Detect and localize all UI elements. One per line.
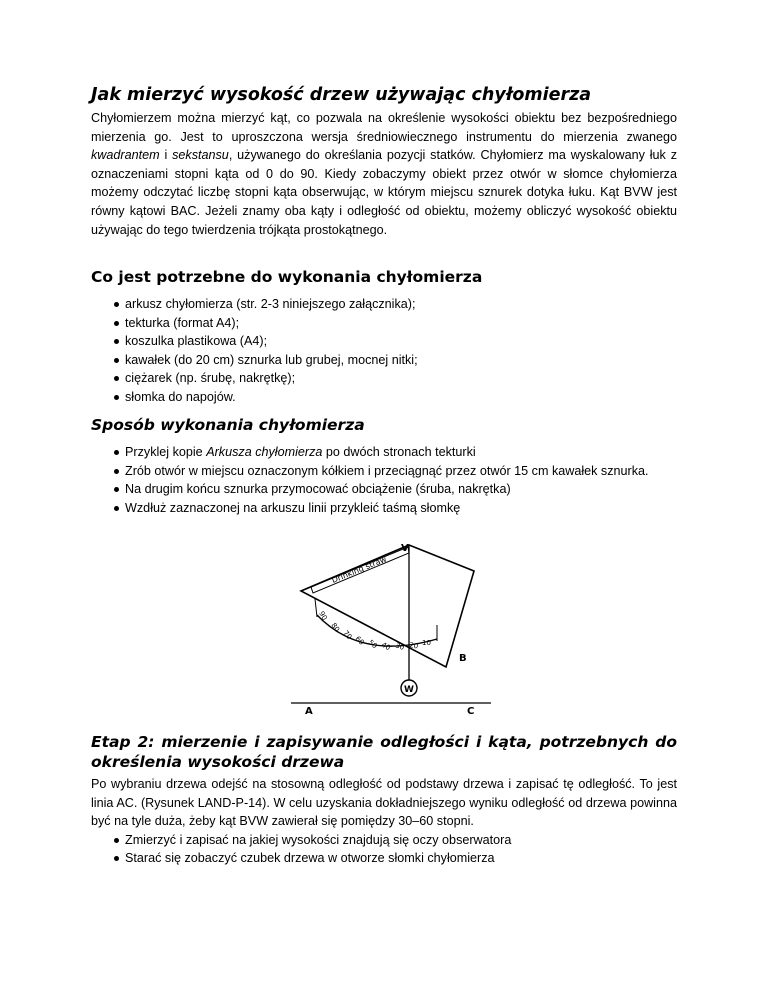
intro-block xyxy=(91,84,677,239)
list-item: tekturka (format A4); xyxy=(91,314,677,333)
section-measurement-heading: Etap 2: mierzenie i zapisywanie odległości i kąta, potrzebnych do określenia wysokości drzewa xyxy=(91,733,677,771)
list-item: Na drugim końcu sznurka przymocować obciążenie (śruba, nakrętka) xyxy=(91,480,677,499)
item-text: Przyklej kopie xyxy=(125,445,207,459)
list-item: ciężarek (np. śrubę, nakrętkę); xyxy=(91,369,677,388)
scale-label: 20 xyxy=(408,641,419,651)
section-construction xyxy=(91,415,677,517)
item-text: po dwóch stronach tekturki xyxy=(322,445,476,459)
measurement-list xyxy=(91,831,677,868)
straw-label: Drinking straw xyxy=(330,554,388,585)
scale-label: 50 xyxy=(366,638,379,651)
scale-label: 60 xyxy=(353,634,366,647)
label-a: A xyxy=(305,706,313,715)
scale-label: 90 xyxy=(317,610,329,622)
materials-list xyxy=(91,295,677,407)
list-item: Starać się zobaczyć czubek drzewa w otworze słomki chyłomierza xyxy=(91,849,677,868)
section-materials-heading: Co jest potrzebne do wykonania chyłomierza xyxy=(91,268,483,286)
label-w: W xyxy=(404,685,414,695)
list-item xyxy=(91,443,677,462)
measurement-paragraph: Po wybraniu drzewa odejść na stosowną odległość od podstawy drzewa i zapisać tę odległość. To jest linia AC. (Rysunek LAND-P-14). W celu uzyskania dokładniejszego wyniku odległość od drzewa powinna być na tyle duża, żeby kąt BVW zawierał się pomiędzy 30–60 stopni. xyxy=(91,777,677,829)
list-item: Wzdłuż zaznaczonej na arkuszu linii przykleić taśmą słomkę xyxy=(91,499,677,518)
list-item: Zmierzyć i zapisać na jakiej wysokości znajdują się oczy obserwatora xyxy=(91,831,677,850)
intro-text-2: i xyxy=(159,148,173,163)
intro-text-1: Chyłomierzem można mierzyć kąt, co pozwala na określenie wysokości obiektu bez bezpośredniego mierzenia go. Jest to uproszczona wersja średniowiecznego instrumentu do mierzenia zwanego xyxy=(91,111,677,144)
item-emphasis: Arkusza chyłomierza xyxy=(206,445,323,459)
scale-label: 30 xyxy=(394,641,406,652)
scale-label: 10 xyxy=(422,639,431,647)
intro-paragraph xyxy=(91,109,677,239)
clinometer-diagram xyxy=(291,539,491,715)
list-item: kawałek (do 20 cm) sznurka lub grubej, mocnej nitki; xyxy=(91,351,677,370)
list-item: koszulka plastikowa (A4); xyxy=(91,332,677,351)
page-title: Jak mierzyć wysokość drzew używając chyłomierza xyxy=(91,85,592,105)
scale-label: 40 xyxy=(380,640,392,653)
label-c: C xyxy=(467,706,475,715)
label-b: B xyxy=(459,653,467,664)
label-v: V xyxy=(401,543,409,554)
list-item: Zrób otwór w miejscu oznaczonym kółkiem i przeciągnąć przez otwór 15 cm kawałek sznurka. xyxy=(91,462,677,481)
scale-start-tick xyxy=(315,599,317,617)
section-construction-heading: Sposób wykonania chyłomierza xyxy=(91,416,365,434)
list-item: arkusz chyłomierza (str. 2-3 niniejszego załącznika); xyxy=(91,295,677,314)
section-materials xyxy=(91,267,677,407)
intro-text-3: , używanego do określania pozycji statków. Chyłomierz ma wyskalowany łuk z oznaczeniami stopni kąta od 0 do 90. Kiedy zobaczymy obiekt przez otwór w słomce chyłomierza możemy odczytać liczbę stopni kąta obserwując, w którym miejscu sznurek dotyka łuku. Kąt BVW jest równy kątowi BAC. Jeżeli znamy oba kąty i odległość od obiektu, możemy obliczyć wysokość obiektu używając do tego twierdzenia trójkąta prostokątnego. xyxy=(91,148,677,237)
clinometer-figure xyxy=(291,539,491,715)
section-measurement xyxy=(91,732,677,868)
scale-label: 70 xyxy=(341,629,354,642)
intro-em-kwadrant: kwadrantem xyxy=(91,148,160,163)
construction-list xyxy=(91,443,677,517)
scale-label: 80 xyxy=(329,621,342,634)
intro-em-sekstans: sekstansu xyxy=(172,148,229,163)
list-item: słomka do napojów. xyxy=(91,388,677,407)
